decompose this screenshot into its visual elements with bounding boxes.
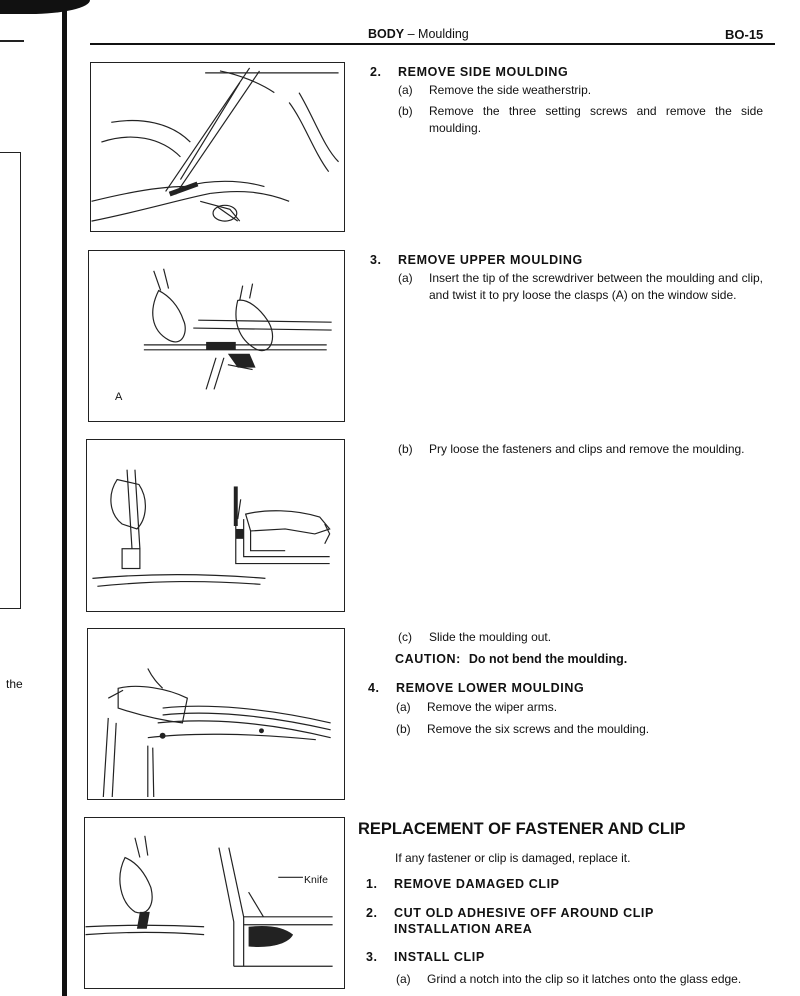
left-page-rule [0, 40, 24, 42]
knife-callout: Knife [304, 874, 328, 886]
replacement-step-1-number: 1. [366, 877, 378, 891]
left-page-text-fragment: the [6, 677, 23, 691]
replacement-step-1-title: REMOVE DAMAGED CLIP [394, 877, 560, 891]
replacement-step-3a-text: Grind a notch into the clip so it latches onto the glass edge. [427, 972, 742, 986]
step-2b [398, 103, 763, 137]
replacement-step-2 [366, 905, 654, 937]
step-4a-text: Remove the wiper arms. [427, 700, 558, 714]
page-binding-edge [62, 0, 67, 996]
replacement-step-2-number: 2. [366, 906, 378, 920]
side-moulding-illustration [91, 63, 344, 231]
header-rule [90, 43, 775, 45]
step-3b-text: Pry loose the fasteners and clips and remove the moulding. [429, 442, 745, 456]
step-3c-tag: (c) [398, 630, 412, 644]
step-2a-tag: (a) [398, 83, 413, 97]
step-2b-tag: (b) [398, 104, 413, 118]
replacement-intro: If any fastener or clip is damaged, replace it. [395, 851, 631, 865]
step-4-number: 4. [368, 681, 380, 695]
figure-side-moulding [90, 62, 345, 232]
upper-moulding-illustration [89, 251, 344, 421]
fasteners-clips-illustration [87, 440, 344, 611]
step-3c [398, 629, 763, 646]
step-3-number: 3. [370, 253, 382, 267]
step-4-heading [368, 681, 584, 695]
figure-slide-moulding [87, 628, 345, 800]
replacement-step-3-title: INSTALL CLIP [394, 950, 485, 964]
step-4a [396, 699, 761, 716]
page-binding-shadow [0, 0, 90, 14]
figure-clip-removal [84, 817, 345, 989]
header-topic: Moulding [418, 27, 469, 41]
caution-text: Do not bend the moulding. [468, 652, 628, 666]
step-3a [398, 270, 763, 304]
replacement-section-title: REPLACEMENT OF FASTENER AND CLIP [358, 820, 686, 838]
step-2-number: 2. [370, 65, 382, 79]
step-4b-text: Remove the six screws and the moulding. [427, 722, 650, 736]
step-2a [398, 82, 763, 99]
step-2-heading [370, 65, 568, 79]
replacement-step-1 [366, 877, 560, 891]
figure-upper-moulding [88, 250, 345, 422]
step-3c-text: Slide the moulding out. [429, 630, 552, 644]
replacement-step-3a [396, 971, 761, 988]
step-2-title: REMOVE SIDE MOULDING [398, 65, 569, 79]
step-3-heading [370, 253, 583, 267]
left-page-figure-fragment [0, 152, 21, 609]
clip-removal-illustration [85, 818, 344, 988]
step-4a-tag: (a) [396, 700, 411, 714]
replacement-step-3a-tag: (a) [396, 972, 411, 986]
figure-fasteners-clips [86, 439, 345, 612]
replacement-step-2-title-line2: INSTALLATION AREA [394, 922, 533, 936]
step-3a-tag: (a) [398, 271, 413, 285]
replacement-step-3 [366, 950, 485, 964]
step-3b [398, 441, 763, 458]
step-4-title: REMOVE LOWER MOULDING [396, 681, 585, 695]
step-4b-tag: (b) [396, 722, 411, 736]
step-2b-text: Remove the three setting screws and remove the side moulding. [429, 104, 763, 135]
clasp-callout-a: A [115, 391, 123, 403]
caution-note [395, 652, 627, 666]
step-2a-text: Remove the side weatherstrip. [429, 83, 592, 97]
replacement-step-2-title-line1: CUT OLD ADHESIVE OFF AROUND CLIP [394, 906, 654, 920]
step-3a-text: Insert the tip of the screwdriver between the moulding and clip, and twist it to pry loose the clasps (A) on the window side. [429, 271, 763, 302]
step-3-title: REMOVE UPPER MOULDING [398, 253, 583, 267]
slide-moulding-illustration [88, 629, 344, 799]
header-section: BODY [368, 27, 405, 41]
step-4b [396, 721, 761, 738]
running-header [368, 27, 469, 41]
step-3b-tag: (b) [398, 442, 413, 456]
replacement-step-3-number: 3. [366, 950, 378, 964]
caution-label: CAUTION: [395, 652, 461, 666]
header-separator: – [404, 27, 419, 41]
page-number: BO-15 [725, 27, 764, 42]
